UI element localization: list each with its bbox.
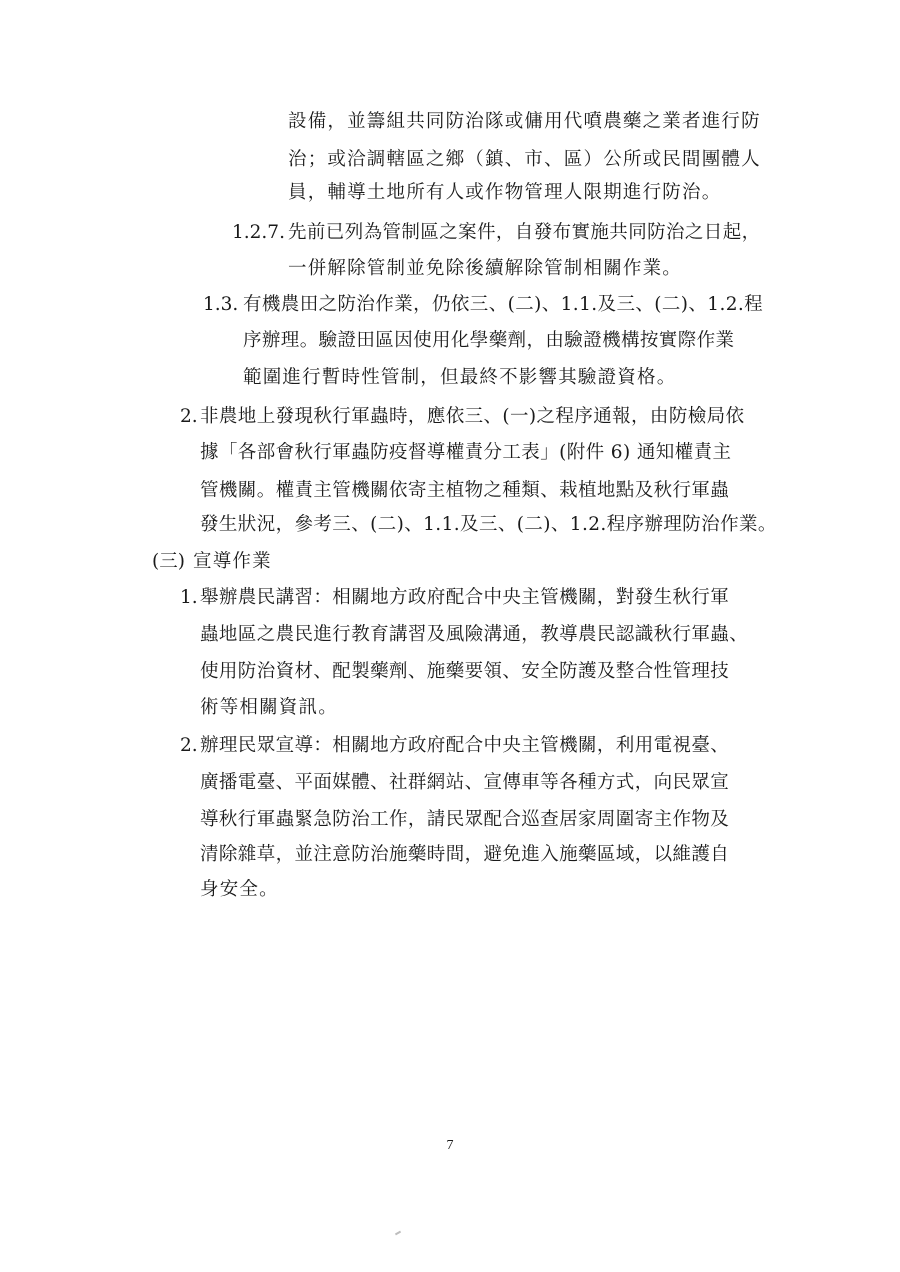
- paragraph-line: 有機農田之防治作業，仍依三、(二)、1.1.及三、(二)、1.2.程: [243, 294, 764, 315]
- paragraph-line: 據「各部會秋行軍蟲防疫督導權責分工表」(附件 6) 通知權責主: [200, 442, 732, 463]
- paragraph-line: 清除雜草，並注意防治施藥時間，避免進入施藥區域，以維護自: [200, 844, 730, 865]
- paragraph-line: 設備，並籌組共同防治隊或傭用代噴農藥之業者進行防: [288, 111, 761, 132]
- item-number: 2.: [180, 735, 198, 756]
- paragraph-line: 一併解除管制並免除後續解除管制相關作業。: [288, 258, 683, 279]
- item-number: 1.3.: [203, 294, 239, 315]
- paragraph-line: 舉辦農民講習：相關地方政府配合中央主管機關，對發生秋行軍: [200, 587, 730, 608]
- paragraph-line: 廣播電臺、平面媒體、社群網站、宣傳車等各種方式，向民眾宣: [200, 772, 730, 793]
- section-title: 宣導作業: [193, 551, 272, 572]
- paragraph-line: 術等相關資訊。: [200, 697, 338, 718]
- paragraph-line: 序辦理。驗證田區因使用化學藥劑，由驗證機構按實際作業: [243, 330, 735, 351]
- paragraph-line: 治；或洽調轄區之鄉（鎮、市、區）公所或民間團體人: [288, 149, 761, 170]
- item-number: 1.2.7.: [232, 222, 285, 243]
- section-number: (三): [152, 551, 185, 572]
- scan-speck: [395, 1231, 401, 1236]
- paragraph-line: 員，輔導土地所有人或作物管理人限期進行防治。: [288, 182, 722, 203]
- paragraph-line: 使用防治資材、配製藥劑、施藥要領、安全防護及整合性管理技: [200, 661, 730, 682]
- paragraph-line: 辦理民眾宣導：相關地方政府配合中央主管機關，利用電視臺、: [200, 735, 730, 756]
- item-number: 2.: [180, 406, 198, 427]
- paragraph-line: 蟲地區之農民進行教育講習及風險溝通，教導農民認識秋行軍蟲、: [200, 624, 749, 645]
- page-number: 7: [446, 1138, 454, 1153]
- paragraph-line: 導秋行軍蟲緊急防治工作，請民眾配合巡查居家周圍寄主作物及: [200, 809, 730, 830]
- item-number: 1.: [180, 587, 198, 608]
- paragraph-line: 身安全。: [200, 879, 279, 900]
- paragraph-line: 管機關。權責主管機關依寄主植物之種類、栽植地點及秋行軍蟲: [200, 480, 730, 501]
- paragraph-line: 範圍進行暫時性管制，但最終不影響其驗證資格。: [243, 367, 677, 388]
- paragraph-line: 先前已列為管制區之案件，自發布實施共同防治之日起，: [288, 222, 761, 243]
- paragraph-line: 發生狀況，參考三、(二)、1.1.及三、(二)、1.2.程序辦理防治作業。: [200, 514, 777, 535]
- paragraph-line: 非農地上發現秋行軍蟲時，應依三、(一)之程序通報，由防檢局依: [200, 406, 745, 427]
